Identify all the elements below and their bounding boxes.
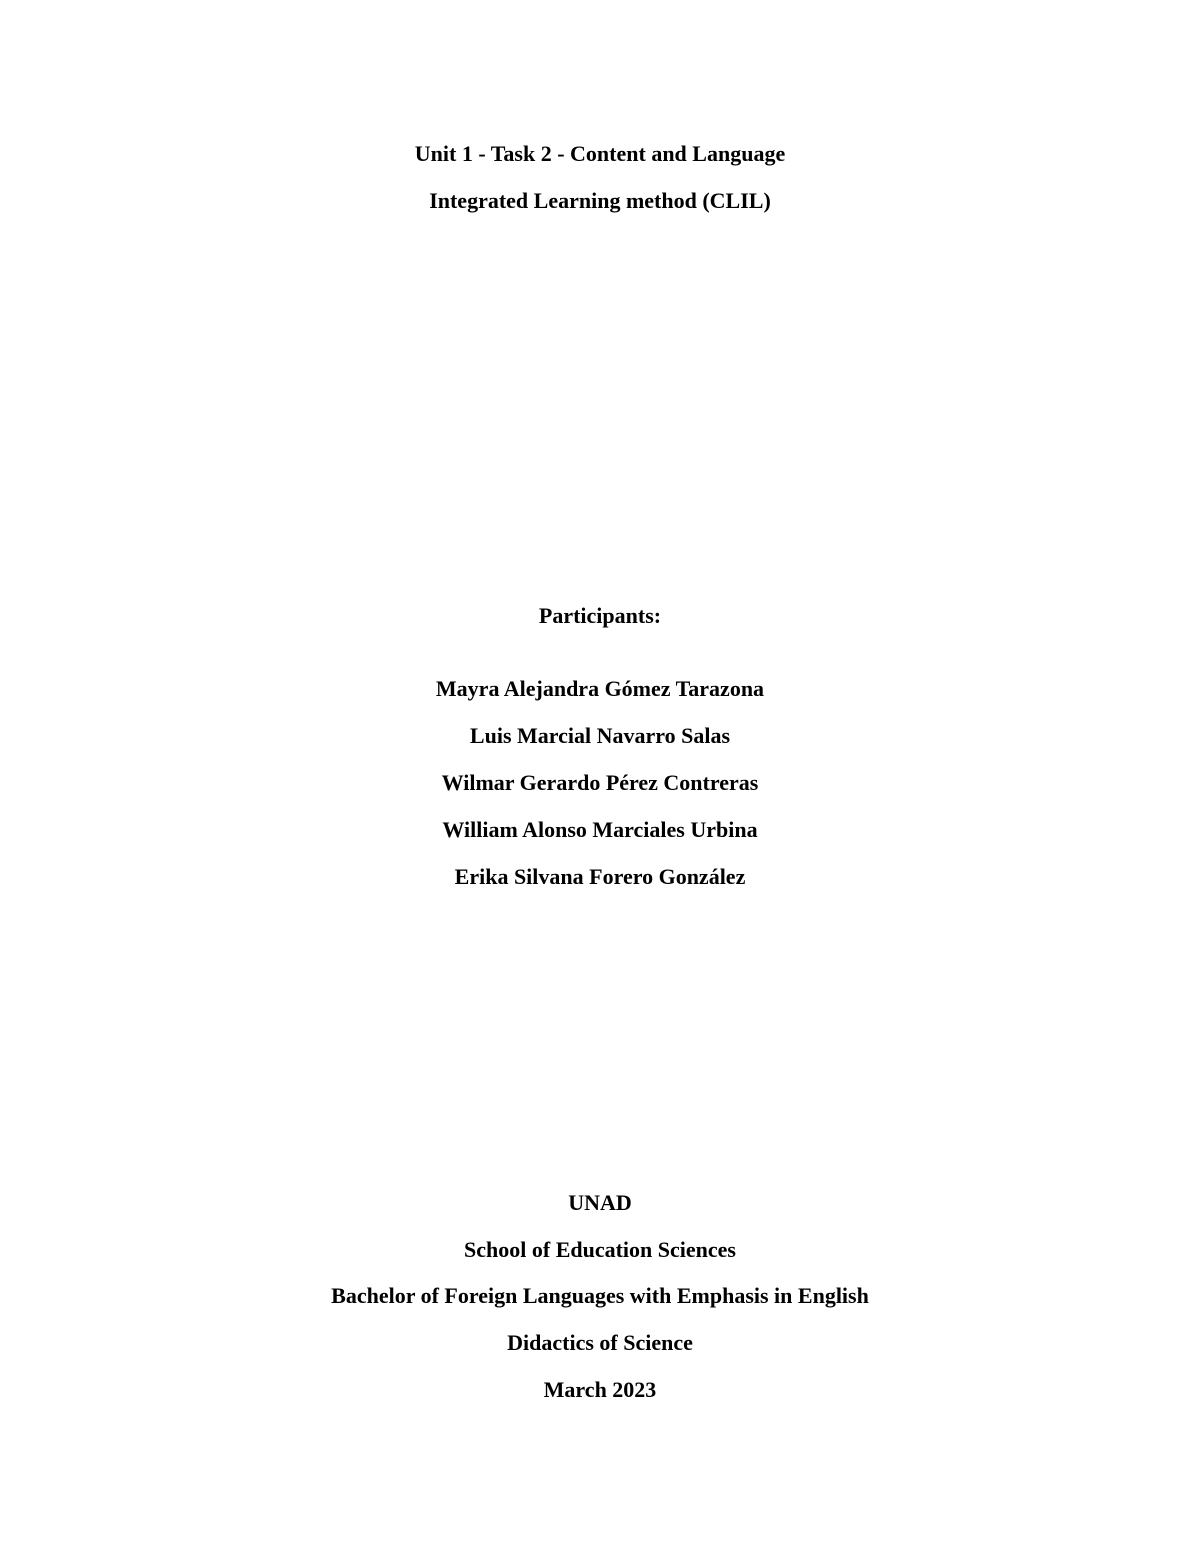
course-name: Didactics of Science	[507, 1330, 693, 1355]
participant-name: William Alonso Marciales Urbina	[442, 817, 758, 842]
participant-name: Wilmar Gerardo Pérez Contreras	[441, 770, 759, 795]
participant-name: Mayra Alejandra Gómez Tarazona	[435, 676, 765, 701]
participants-heading: Participants:	[538, 603, 662, 628]
document-date: March 2023	[543, 1377, 657, 1402]
participant-name: Luis Marcial Navarro Salas	[469, 723, 731, 748]
title-line-1: Unit 1 - Task 2 - Content and Language	[414, 141, 786, 166]
participant-name: Erika Silvana Forero González	[454, 864, 746, 889]
school-name: School of Education Sciences	[464, 1237, 736, 1262]
program-name: Bachelor of Foreign Languages with Emphasis in English	[331, 1283, 869, 1308]
title-line-2: Integrated Learning method (CLIL)	[429, 188, 771, 213]
university-name: UNAD	[568, 1190, 632, 1215]
